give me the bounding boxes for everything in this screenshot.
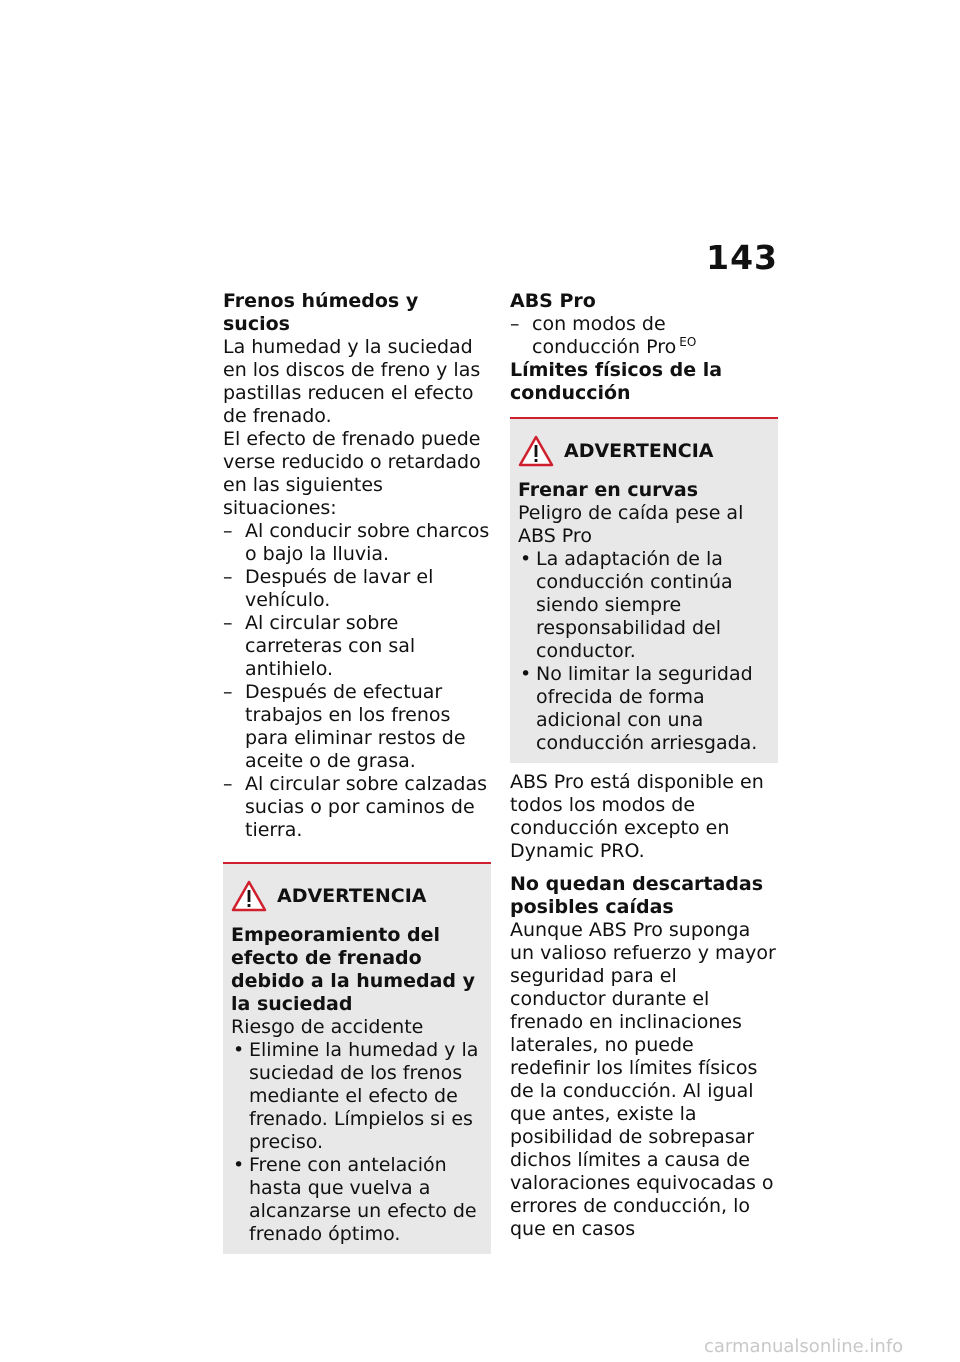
warning-risk: Riesgo de accidente — [231, 1016, 424, 1038]
list-item: • La adaptación de la conducción continúa siendo siempre responsabilidad del conductor. — [518, 548, 770, 663]
warning-triangle-icon — [518, 434, 554, 468]
list-item: – Después de efectuar trabajos en los frenos para eliminar restos de aceite o de grasa. — [223, 681, 491, 773]
situations-list — [223, 520, 491, 842]
watermark-text: carmanualsonline.info — [704, 1336, 904, 1357]
warning-box — [510, 417, 778, 763]
warning-label: ADVERTENCIA — [277, 884, 427, 907]
list-item: – con modos de conducción Pro $^{EO}$ — [510, 313, 778, 359]
paragraph-braking-effect: El efecto de frenado puede verse reducido o retardado en las siguientes situaciones: — [223, 428, 481, 519]
list-item: – Al conducir sobre charcos o bajo la lluvia. — [223, 520, 491, 566]
paragraph-abs-available: ABS Pro está disponible en todos los modos de conducción excepto en Dynamic PRO. — [510, 771, 764, 862]
equipment-superscript: EO — [679, 334, 697, 349]
section-heading-wet-brakes: Frenos húmedos y sucios — [223, 290, 419, 335]
paragraph-falls: Aunque ABS Pro suponga un valioso refuerzo y mayor seguridad para el conductor durante el frenado en inclinaciones laterales, no puede redefinir los límites físicos de la conducción. Al igual que antes, existe la posibilidad de sobrepasar dichos límites a causa de valoraciones equivocadas o errores de conducción, lo que en casos — [510, 919, 776, 1240]
list-item: • Elimine la humedad y la suciedad de los frenos mediante el efecto de frenado. Límpielos si es preciso. — [231, 1039, 483, 1154]
warning-header — [518, 429, 770, 473]
section-heading-abs-pro: ABS Pro — [510, 290, 596, 312]
warning-header — [231, 874, 483, 918]
warning-title: Empeoramiento del efecto de frenado debido a la humedad y la suciedad — [231, 924, 476, 1015]
list-item: • Frene con antelación hasta que vuelva a alcanzarse un efecto de frenado óptimo. — [231, 1154, 483, 1246]
warning-box — [223, 862, 491, 1254]
right-column — [510, 290, 778, 1241]
section-heading-falls: No quedan descartadas posibles caídas — [510, 873, 764, 918]
list-item: – Al circular sobre calzadas sucias o por caminos de tierra. — [223, 773, 491, 842]
warning-items — [231, 1039, 483, 1246]
list-item: – Después de lavar el vehículo. — [223, 566, 491, 612]
warning-triangle-icon — [231, 879, 267, 913]
warning-label: ADVERTENCIA — [564, 439, 714, 462]
paragraph-humidity: La humedad y la suciedad en los discos de freno y las pastillas reducen el efecto de frenado. — [223, 336, 481, 427]
warning-items — [518, 548, 770, 755]
list-item: • No limitar la seguridad ofrecida de forma adicional con una conducción arriesgada. — [518, 663, 770, 755]
page-number: 143 — [706, 238, 778, 277]
section-heading-physical-limits: Límites físicos de la conducción — [510, 359, 723, 404]
left-column — [223, 290, 491, 1254]
warning-title: Frenar en curvas — [518, 479, 699, 501]
list-item: – Al circular sobre carreteras con sal antihielo. — [223, 612, 491, 681]
abs-list — [510, 313, 778, 359]
warning-risk: Peligro de caída pese al ABS Pro — [518, 502, 744, 547]
